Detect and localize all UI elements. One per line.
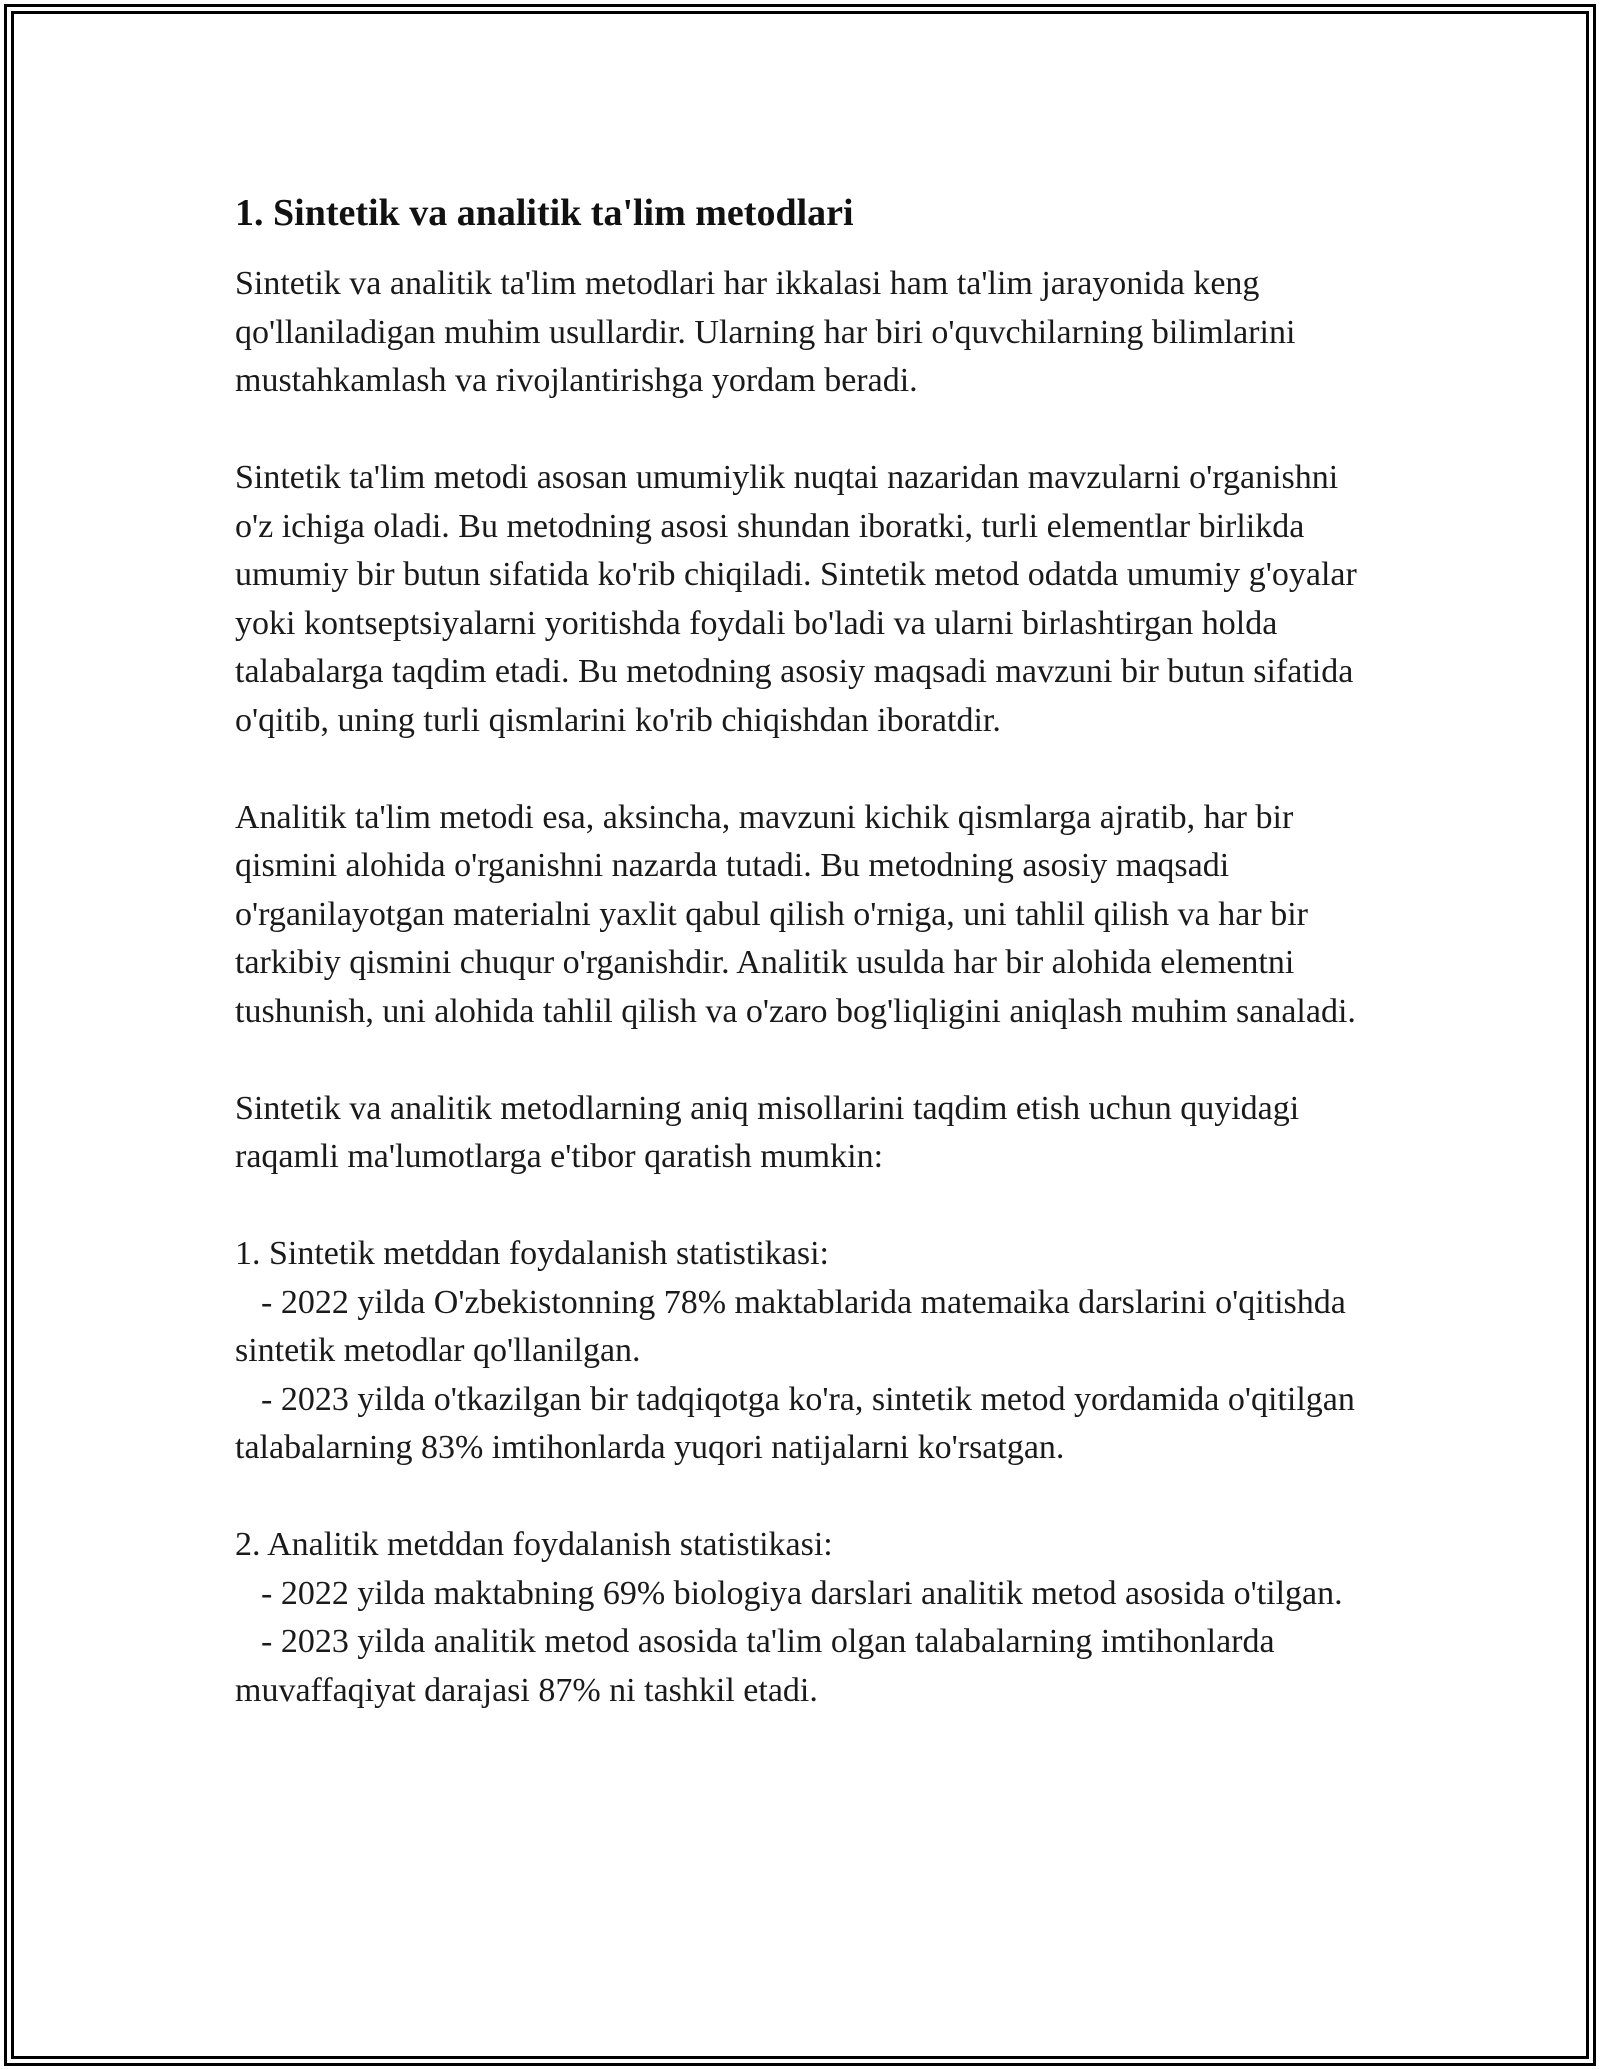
list-title: 2. Analitik metddan foydalanish statistikasi: xyxy=(235,1526,833,1563)
synthetic-statistics-list xyxy=(235,1230,1375,1473)
list-title: 1. Sintetik metddan foydalanish statistikasi: xyxy=(235,1235,829,1272)
list-item: - 2022 yilda O'zbekistonning 78% maktablarida matemaika darslarini o'qitishda sintetik metodlar qo'llanilgan. xyxy=(235,1283,1346,1369)
analytic-method-paragraph: Analitik ta'lim metodi esa, aksincha, mavzuni kichik qismlarga ajratib, har bir qismini alohida o'rganishni nazarda tutadi. Bu metodning asosiy maqsadi o'rganilayotgan materialni yaxlit qabul qilish o'rniga, uni tahlil qilish va har bir tarkibiy qismini chuqur o'rganishdir. Analitik usulda har bir alohida elementni tushunish, uni alohida tahlil qilish va o'zaro bog'liqligini aniqlash muhim sanaladi. xyxy=(235,798,1356,1030)
examples-intro-paragraph: Sintetik va analitik metodlarning aniq misollarini taqdim etish uchun quyidagi raqamli ma'lumotlarga e'tibor qaratish mumkin: xyxy=(235,1089,1300,1175)
synthetic-method-paragraph: Sintetik ta'lim metodi asosan umumiylik nuqtai nazaridan mavzularni o'rganishni o'z ichiga oladi. Bu metodning asosi shundan iboratki, turli elementlar birlikda umumiy bir butun sifatida ko'rib chiqiladi. Sintetik metod odatda umumiy g'oyalar yoki kontseptsiyalarni yoritishda foydali bo'ladi va ularni birlashtirgan holda talabalarga taqdim etadi. Bu metodning asosiy maqsadi mavzuni bir butun sifatida o'qitib, uning turli qismlarini ko'rib chiqishdan iboratdir. xyxy=(235,459,1357,739)
list-item: - 2023 yilda o'tkazilgan bir tadqiqotga ko'ra, sintetik metod yordamida o'qitilgan talabalarning 83% imtihonlarda yuqori natijalarni ko'rsatgan. xyxy=(235,1380,1355,1466)
analytic-statistics-list xyxy=(235,1521,1375,1715)
list-item: - 2023 yilda analitik metod asosida ta'lim olgan talabalarning imtihonlarda muvaffaqiyat darajasi 87% ni tashkil etadi. xyxy=(235,1623,1275,1709)
intro-paragraph: Sintetik va analitik ta'lim metodlari har ikkalasi ham ta'lim jarayonida keng qo'llaniladigan muhim usullardir. Ularning har biri o'quvchilarning bilimlarini mustahkamlash va rivojlantirishga yordam beradi. xyxy=(235,265,1296,399)
list-item: - 2022 yilda maktabning 69% biologiya darslari analitik metod asosida o'tilgan. xyxy=(261,1574,1343,1612)
section-heading: 1. Sintetik va analitik ta'lim metodlari xyxy=(235,192,854,234)
document-body xyxy=(235,184,1375,1764)
